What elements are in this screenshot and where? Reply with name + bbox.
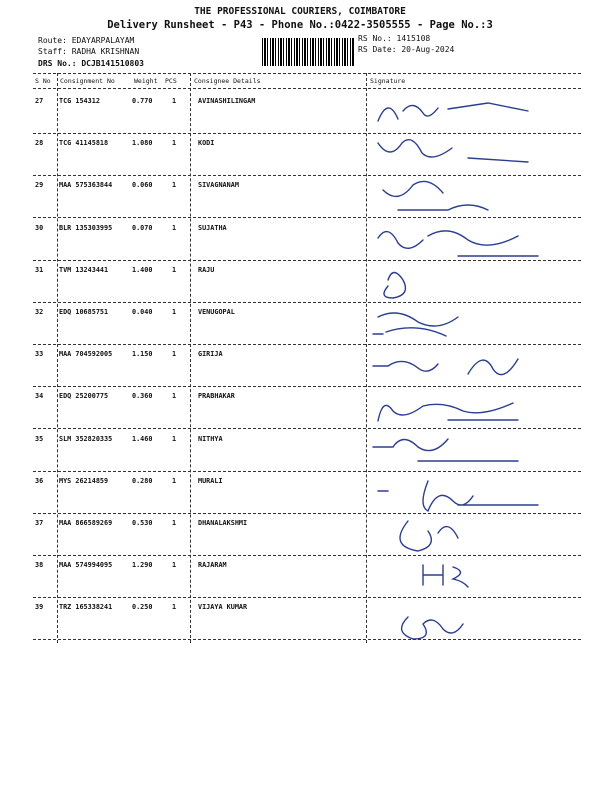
table-row — [33, 388, 581, 430]
cell-consignment: MYS 26214859 — [59, 476, 109, 485]
cell-sno: 29 — [35, 181, 44, 190]
cell-consignee: PRABHAKAR — [198, 392, 235, 401]
cell-weight: 1.400 — [132, 265, 153, 274]
cell-pcs: 1 — [172, 434, 177, 443]
cell-consignee: VENUGOPAL — [198, 308, 235, 316]
cell-sno: 36 — [35, 476, 44, 485]
signature-scribble — [368, 218, 583, 264]
cell-weight: 0.070 — [132, 223, 153, 232]
cell-sno: 38 — [35, 561, 44, 570]
cell-consignee: SUJATHA — [198, 223, 227, 232]
table-row — [33, 93, 581, 135]
cell-consignment: EDQ 25200775 — [59, 392, 109, 401]
column-header-consignee: Consignee Details — [194, 77, 261, 85]
cell-pcs: 1 — [172, 350, 177, 359]
cell-weight: 1.460 — [132, 434, 153, 443]
cell-weight: 1.150 — [132, 350, 153, 359]
cell-consignee: KODI — [198, 139, 215, 148]
cell-consignee: SIVAGNANAM — [198, 181, 239, 190]
signature-scribble — [368, 597, 583, 643]
cell-pcs: 1 — [172, 308, 177, 316]
signature-scribble — [368, 302, 583, 348]
table-row — [33, 262, 581, 304]
page-subtitle: Delivery Runsheet - P43 - Phone No.:0422-3505555 - Page No.:3 — [107, 19, 493, 31]
table-row — [33, 346, 581, 388]
cell-sno: 33 — [35, 350, 44, 359]
drs-label: DRS No.: DCJB141510803 — [38, 59, 144, 68]
table-row — [33, 599, 581, 641]
cell-weight: 0.360 — [132, 392, 153, 401]
cell-consignee: NITHYA — [198, 434, 223, 443]
signature-scribble — [368, 429, 583, 475]
staff-label: Staff: RADHA KRISHNAN — [38, 47, 140, 56]
table-row — [33, 473, 581, 515]
cell-weight: 1.290 — [132, 561, 153, 570]
cell-consignment: SLM 352820335 — [59, 434, 113, 443]
cell-pcs: 1 — [172, 97, 177, 105]
column-header-sno: S No — [35, 77, 51, 85]
row-rule — [33, 639, 581, 640]
cell-pcs: 1 — [172, 519, 177, 527]
column-header-pcs: PCS — [165, 77, 177, 85]
cell-pcs: 1 — [172, 476, 177, 485]
cell-consignee: RAJARAM — [198, 561, 227, 570]
cell-consignment: TRZ 165338241 — [59, 603, 113, 612]
cell-consignment: TCG 41145818 — [59, 139, 109, 148]
column-header-consignment: Consignment No — [60, 77, 115, 85]
signature-scribble — [368, 386, 583, 432]
cell-consignment: MAA 704592005 — [59, 350, 113, 359]
signature-scribble — [368, 344, 583, 390]
cell-sno: 34 — [35, 392, 44, 401]
table-row — [33, 220, 581, 262]
table-row — [33, 557, 581, 599]
signature-scribble — [368, 513, 583, 559]
cell-weight: 0.040 — [132, 308, 153, 316]
cell-weight: 0.060 — [132, 181, 153, 190]
cell-consignee: DHANALAKSHMI — [198, 519, 248, 527]
cell-pcs: 1 — [172, 223, 177, 232]
cell-sno: 28 — [35, 139, 44, 148]
cell-consignee: AVINASHILINGAM — [198, 97, 256, 105]
cell-pcs: 1 — [172, 265, 177, 274]
cell-pcs: 1 — [172, 561, 177, 570]
cell-weight: 0.530 — [132, 519, 153, 527]
cell-consignee: MURALI — [198, 476, 223, 485]
cell-pcs: 1 — [172, 139, 177, 148]
column-header-weight: Weight — [134, 77, 158, 85]
route-label: Route: EDAYARPALAYAM — [38, 36, 135, 45]
cell-consignment: EDQ 10685751 — [59, 308, 109, 316]
cell-pcs: 1 — [172, 603, 177, 612]
column-header-signature: Signature — [370, 77, 406, 85]
cell-consignment: BLR 135303995 — [59, 223, 113, 232]
table-row — [33, 431, 581, 473]
signature-scribble — [368, 260, 583, 306]
rs-date: RS Date: 20-Aug-2024 — [358, 45, 455, 54]
signature-scribble — [368, 91, 583, 137]
table-header-rule — [33, 88, 581, 89]
barcode — [262, 38, 354, 66]
table-row — [33, 135, 581, 177]
cell-weight: 1.080 — [132, 139, 153, 148]
cell-sno: 30 — [35, 223, 44, 232]
cell-consignee: RAJU — [198, 265, 215, 274]
table-row — [33, 304, 581, 346]
cell-consignment: MAA 575363844 — [59, 181, 113, 190]
cell-pcs: 1 — [172, 392, 177, 401]
cell-sno: 35 — [35, 434, 44, 443]
cell-pcs: 1 — [172, 181, 177, 190]
cell-consignment: TCG 154312 — [59, 97, 100, 105]
cell-weight: 0.280 — [132, 476, 153, 485]
table-row — [33, 177, 581, 219]
cell-consignee: VIJAYA KUMAR — [198, 603, 248, 612]
page-title: THE PROFESSIONAL COURIERS, COIMBATORE — [194, 6, 406, 17]
cell-sno: 32 — [35, 308, 44, 316]
cell-consignment: MAA 866589269 — [59, 519, 113, 527]
cell-sno: 39 — [35, 603, 44, 612]
cell-sno: 31 — [35, 265, 44, 274]
signature-scribble — [368, 555, 583, 601]
cell-weight: 0.250 — [132, 603, 153, 612]
signature-scribble — [368, 471, 583, 517]
table-top-rule — [33, 73, 581, 74]
cell-consignment: TVM 13243441 — [59, 265, 109, 274]
table-row — [33, 515, 581, 557]
rs-number: RS No.: 1415108 — [358, 34, 431, 43]
cell-consignment: MAA 574994095 — [59, 561, 113, 570]
cell-sno: 37 — [35, 519, 44, 527]
signature-scribble — [368, 133, 583, 179]
cell-sno: 27 — [35, 97, 44, 105]
cell-consignee: GIRIJA — [198, 350, 223, 359]
signature-scribble — [368, 175, 583, 221]
cell-weight: 0.770 — [132, 97, 153, 105]
